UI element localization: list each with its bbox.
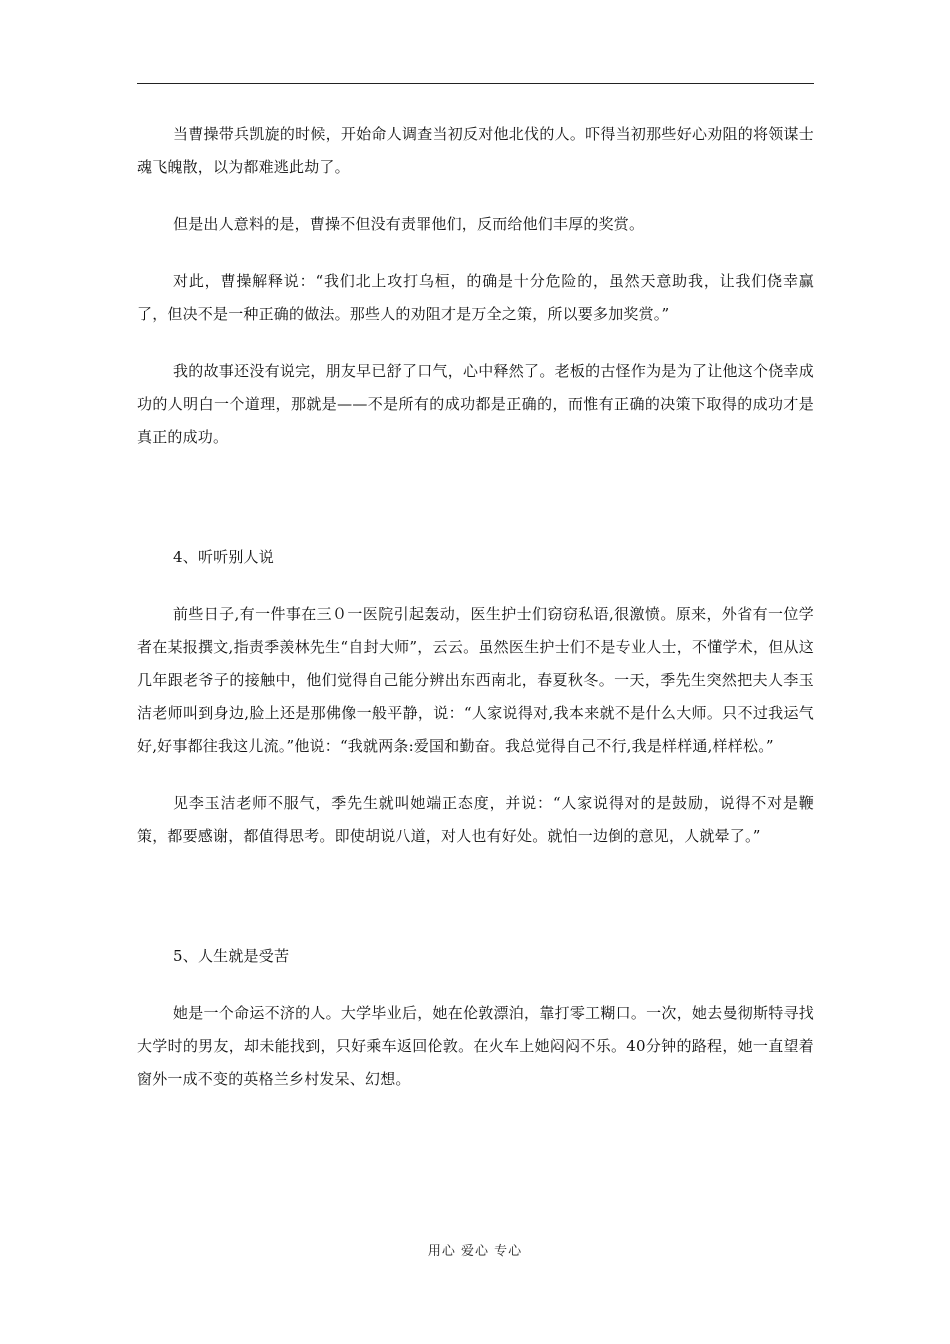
document-body (137, 118, 814, 1120)
paragraph: 见李玉洁老师不服气，季先生就叫她端正态度，并说：“人家说得对的是鼓励，说得不对是鞭策，都要感谢，都值得思考。即使胡说八道，对人也有好处。就怕一边倒的意见，人就晕了。” (137, 794, 814, 845)
paragraph: 我的故事还没有说完，朋友早已舒了口气，心中释然了。老板的古怪作为是为了让他这个侥幸成功的人明白一个道理，那就是——不是所有的成功都是正确的，而惟有正确的决策下取得的成功才是真正的成功。 (137, 362, 814, 446)
paragraph: 她是一个命运不济的人。大学毕业后，她在伦敦漂泊，靠打零工糊口。一次，她去曼彻斯特寻找大学时的男友，却未能找到，只好乘车返回伦敦。在火车上她闷闷不乐。40分钟的路程，她一直望着窗外一成不变的英格兰乡村发呆、幻想。 (137, 1004, 814, 1088)
section-heading: 4、听听别人说 (173, 548, 274, 566)
paragraph: 对此，曹操解释说：“我们北上攻打乌桓，的确是十分危险的，虽然天意助我，让我们侥幸赢了，但决不是一种正确的做法。那些人的劝阻才是万全之策，所以要多加奖赏。” (137, 272, 814, 323)
section-spacer (137, 877, 814, 940)
page-footer: 用心 爱心 专心 (427, 1244, 523, 1259)
section-heading: 5、人生就是受苦 (173, 947, 290, 965)
paragraph: 但是出人意料的是，曹操不但没有责罪他们，反而给他们丰厚的奖赏。 (173, 215, 645, 233)
paragraph: 前些日子,有一件事在三０一医院引起轰动，医生护士们窃窃私语,很激愤。原来，外省有一位学者在某报撰文,指责季羡林先生“自封大师”，云云。虽然医生护士们不是专业人士，不懂学术，但从这几年跟老爷子的接触中，他们觉得自己能分辨出东西南北，春夏秋冬。一天，季先生突然把夫人李玉洁老师叫到身边,脸上还是那佛像一般平静，说：“人家说得对,我本来就不是什么大师。只不过我运气好,好事都往我这儿流。”他说：“我就两条:爱国和勤奋。我总觉得自己不行,我是样样通,样样松。” (137, 605, 814, 755)
section-spacer (137, 478, 814, 541)
paragraph: 当曹操带兵凯旋的时候，开始命人调查当初反对他北伐的人。吓得当初那些好心劝阻的将领谋士魂飞魄散，以为都难逃此劫了。 (137, 125, 814, 176)
header-rule (137, 83, 814, 84)
